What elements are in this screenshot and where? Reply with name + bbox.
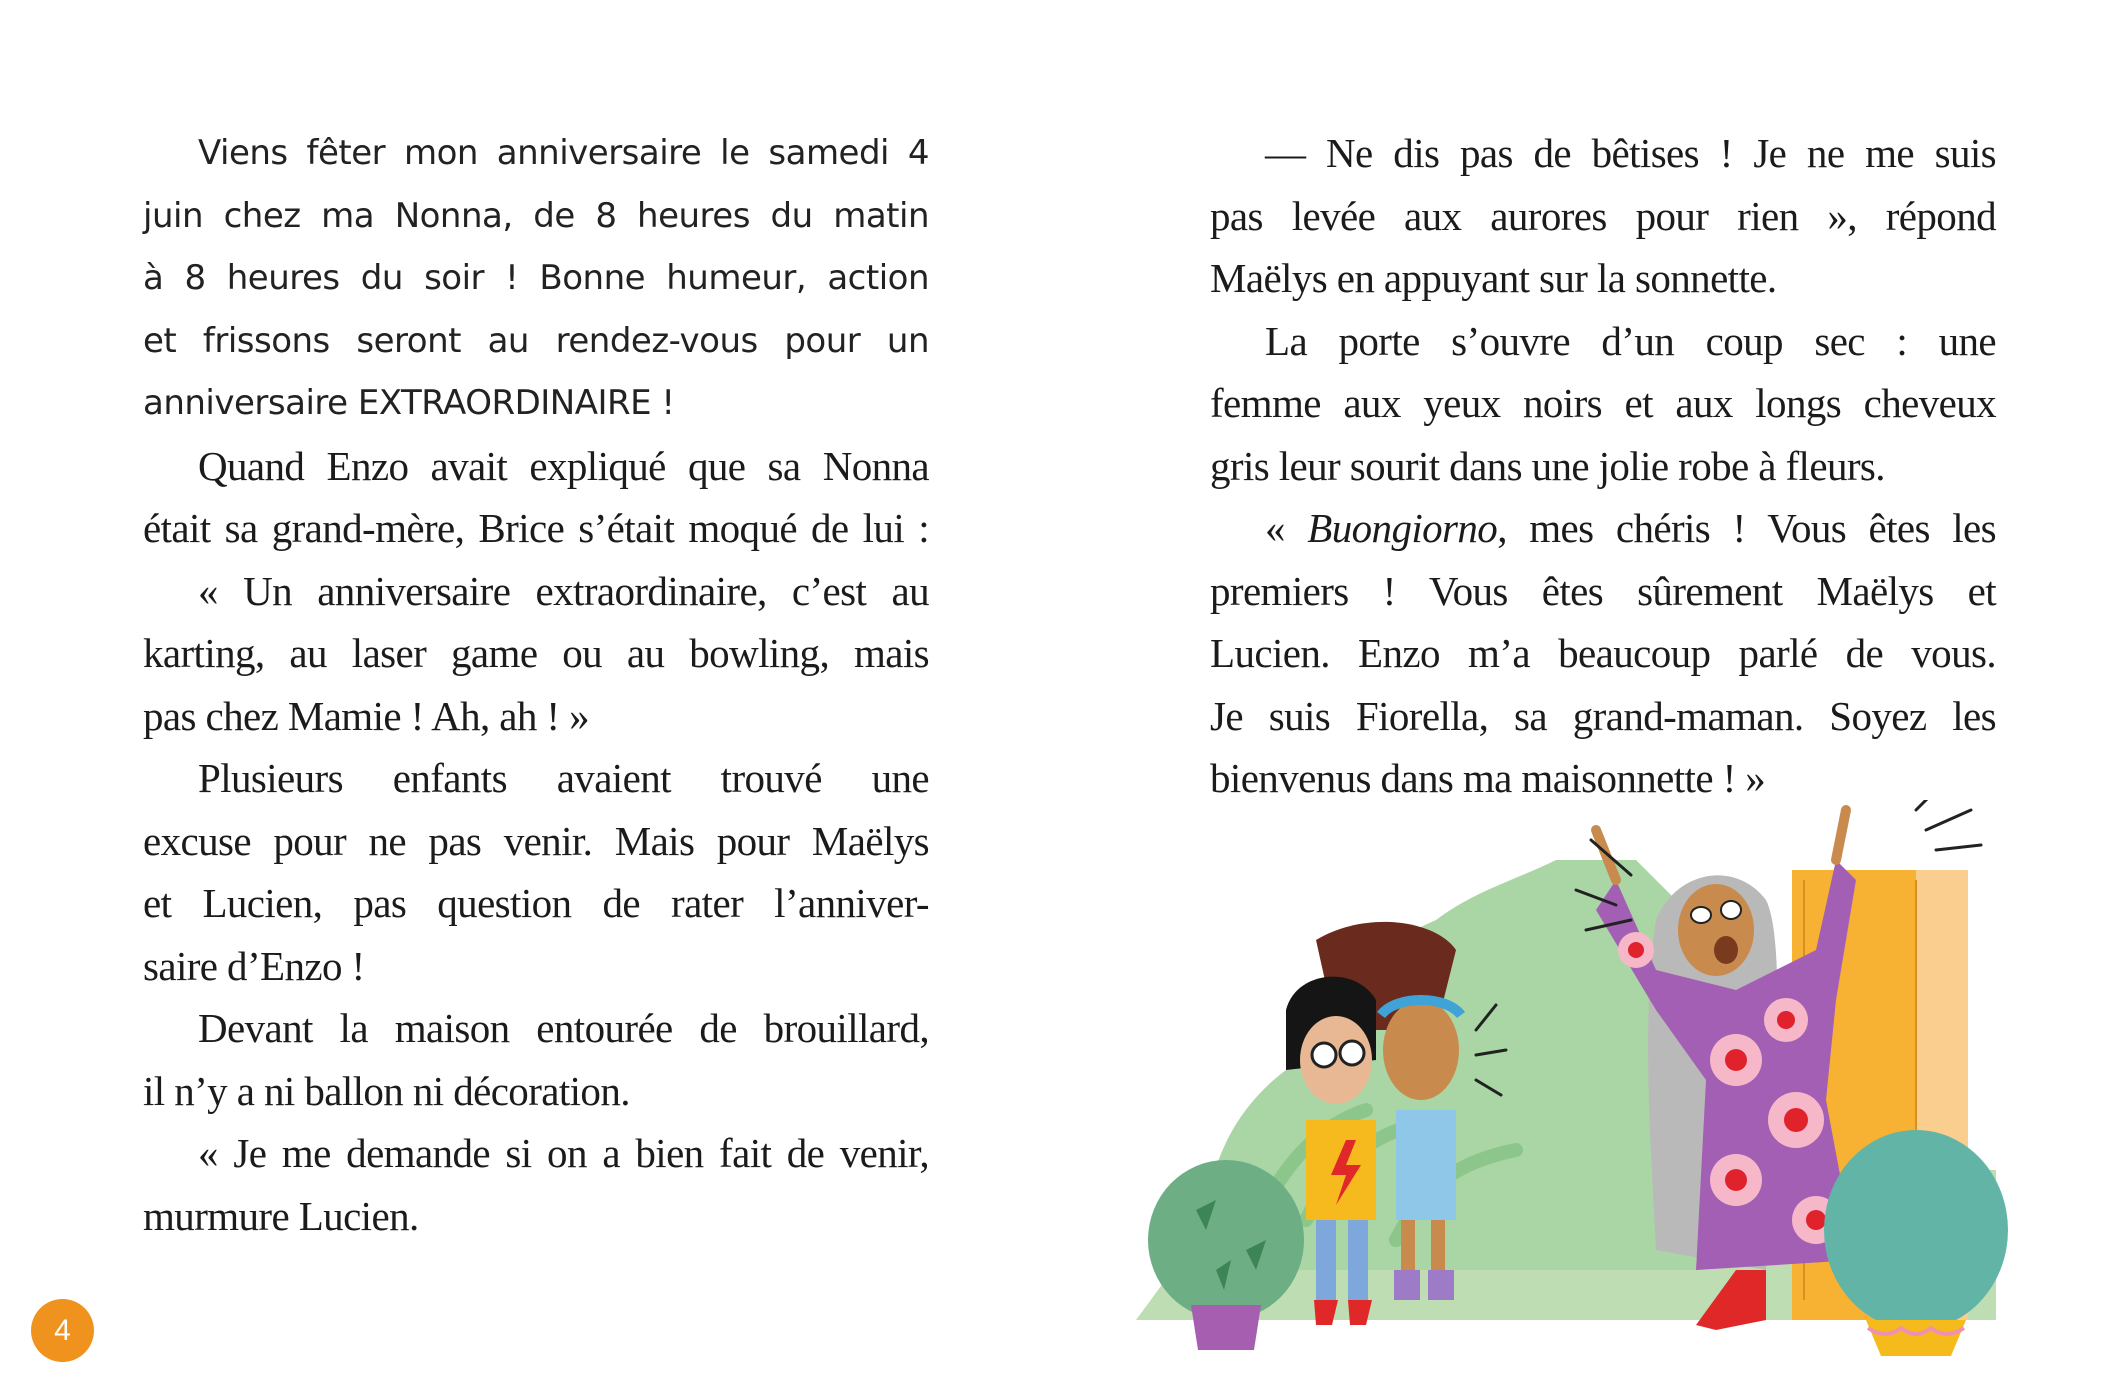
body-line: saire d’Enzo !: [143, 942, 365, 989]
illustration-scene: [1136, 800, 2040, 1360]
body-line: karting, au laser game ou au bowling, mais: [143, 630, 929, 676]
body-line: Devant la maison entourée de brouillard,: [198, 1005, 929, 1051]
invitation-line: à 8 heures du soir ! Bonne humeur, action: [143, 258, 929, 298]
story-illustration: [1136, 800, 2040, 1360]
body-line: était sa grand-mère, Brice s’était moqué de lui :: [143, 505, 929, 551]
italic-buongiorno: Buongiorno: [1307, 505, 1498, 551]
greeting-first-line: [1210, 497, 1996, 560]
page-number: 4: [54, 1313, 71, 1347]
right-plant: [1824, 1130, 2008, 1330]
body-line: « Je me demande si on a bien fait de venir,: [198, 1130, 929, 1176]
body-line: et Lucien, pas question de rater l’anniver-: [143, 880, 929, 926]
invitation-line: juin chez ma Nonna, de 8 heures du matin: [143, 195, 929, 236]
body-line: Plusieurs enfants avaient trouvé une: [198, 755, 929, 801]
invitation-line: anniversaire EXTRAORDINAIRE !: [143, 383, 675, 423]
body-line: Je suis Fiorella, sa grand-maman. Soyez les: [1210, 692, 1996, 739]
left-pot: [1191, 1305, 1261, 1350]
body-line: La porte s’ouvre d’un coup sec : une: [1265, 317, 1996, 364]
body-line: bienvenus dans ma maisonnette ! »: [1210, 755, 1766, 801]
body-line: Lucien. Enzo m’a beaucoup parlé de vous.: [1210, 630, 1996, 676]
body-line: pas levée aux aurores pour rien », répond: [1210, 192, 1996, 239]
girl-face: [1383, 1000, 1459, 1100]
body-line: pas chez Mamie ! Ah, ah ! »: [143, 692, 590, 739]
body-line: femme aux yeux noirs et aux longs cheveux: [1210, 380, 1996, 426]
body-line: excuse pour ne pas venir. Mais pour Maëlys: [143, 817, 929, 864]
left-text-column: [143, 122, 929, 1247]
body-line: gris leur sourit dans une jolie robe à fleurs.: [1210, 442, 1885, 489]
invitation-line: Viens fêter mon anniversaire le samedi 4: [198, 133, 929, 173]
page-number-badge: [31, 1299, 94, 1362]
body-line: Maëlys en appuyant sur la sonnette.: [1210, 255, 1777, 301]
right-pot: [1866, 1320, 1966, 1356]
greeting-rest: , mes chéris ! Vous êtes les: [1497, 505, 1996, 551]
body-line: Quand Enzo avait expliqué que sa Nonna: [198, 442, 929, 489]
body-line: — Ne dis pas de bêtises ! Je ne me suis: [1265, 130, 1996, 176]
body-line: il n’y a ni ballon ni décoration.: [143, 1067, 630, 1114]
right-text-column: [1210, 122, 1996, 810]
left-plant: [1148, 1160, 1304, 1320]
grandmother-face: [1678, 884, 1754, 976]
body-line: premiers ! Vous êtes sûrement Maëlys et: [1210, 567, 1996, 614]
quote-open: «: [1265, 505, 1308, 551]
girl-overalls: [1396, 1110, 1456, 1220]
body-line: murmure Lucien.: [143, 1192, 419, 1239]
invitation-line: et frissons seront au rendez-vous pour un: [143, 320, 929, 361]
body-line: « Un anniversaire extraordinaire, c’est au: [198, 567, 929, 614]
